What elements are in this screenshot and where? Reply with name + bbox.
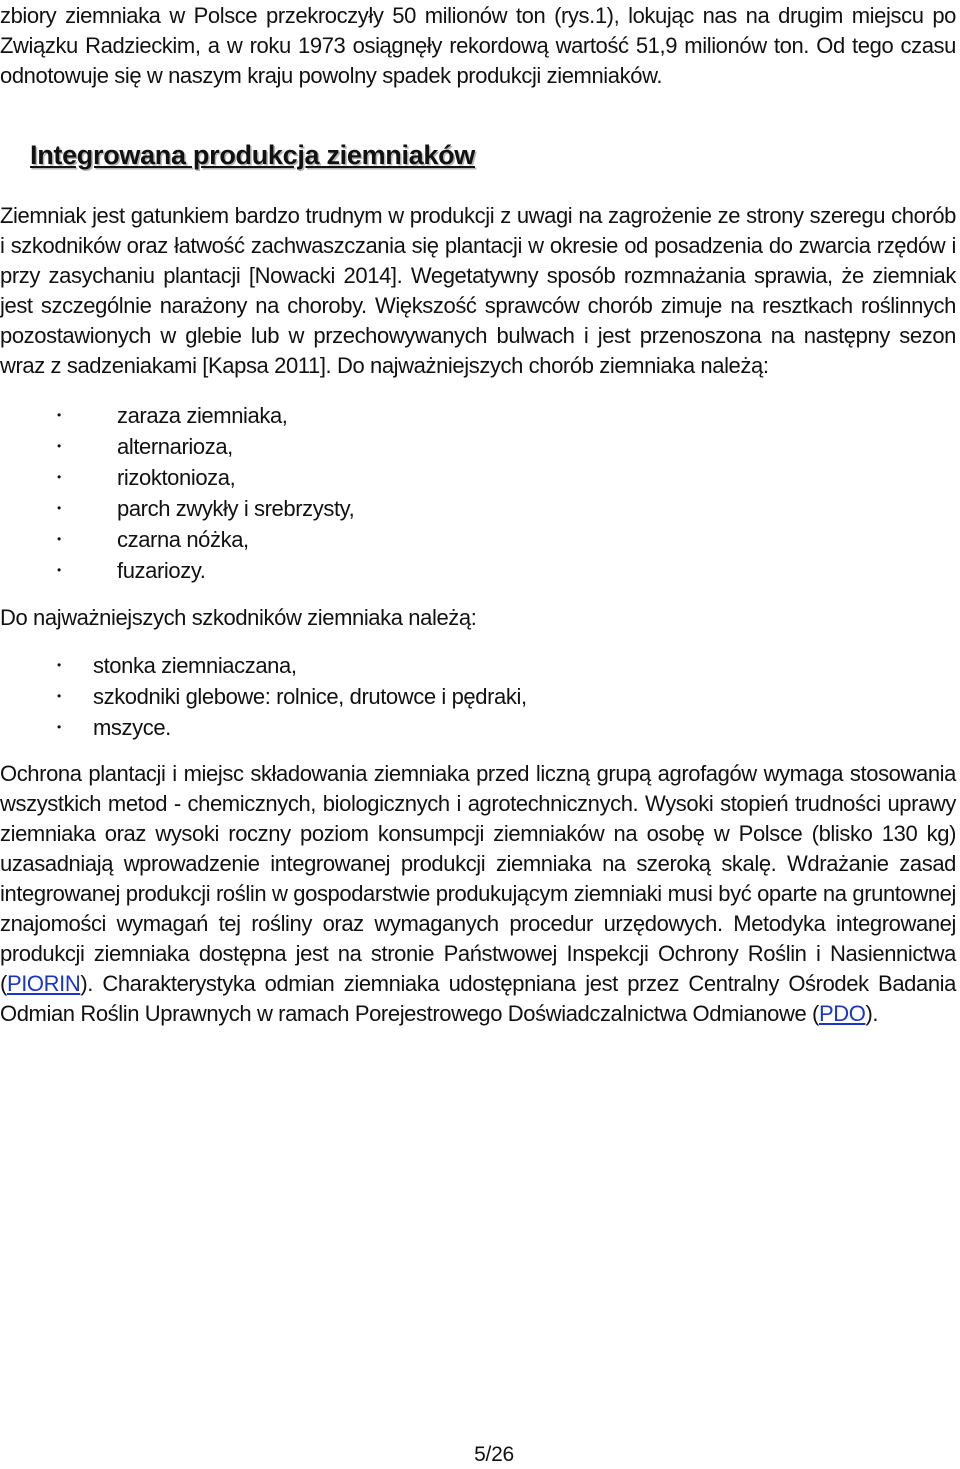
list-item: • mszyce.	[93, 712, 527, 743]
section-heading: Integrowana produkcja ziemniaków	[30, 140, 475, 170]
diseases-list	[57, 400, 355, 586]
diseases-paragraph: Ziemniak jest gatunkiem bardzo trudnym w produkcji z uwagi na zagrożenie ze strony szeregu chorób i szkodników oraz łatwość zachwaszczania się plantacji w okresie od posadzenia do zwarcia rzędów i przy zasychaniu plantacji [Nowacki 2014]. Wegetatywny sposób rozmnażania sprawia, że ziemniak jest szczególnie narażony na choroby. Większość sprawców chorób zimuje na resztkach roślinnych pozostawionych w glebie lub w przechowywanych bulwach i jest przenoszona na następny sezon wraz z sadzeniakami [Kapsa 2011]. Do najważniejszych chorób ziemniaka należą:	[0, 203, 956, 378]
list-item: • stonka ziemniaczana,	[93, 650, 527, 681]
list-item: • parch zwykły i srebrzysty,	[117, 493, 354, 524]
bullet-icon: •	[57, 720, 61, 734]
pdo-link[interactable]: PDO	[818, 1001, 866, 1026]
bullet-icon: •	[57, 439, 61, 453]
list-item: • fuzariozy.	[117, 555, 354, 586]
page-number: 5/26	[474, 1443, 514, 1466]
pests-intro-paragraph: Do najważniejszych szkodników ziemniaka należą:	[0, 605, 477, 630]
bullet-icon: •	[57, 689, 61, 703]
list-item: • alternarioza,	[117, 431, 354, 462]
list-item: • czarna nóżka,	[117, 524, 354, 555]
bullet-icon: •	[57, 532, 61, 546]
list-item: • zaraza ziemniaka,	[117, 400, 354, 431]
bullet-icon: •	[57, 501, 61, 515]
bullet-icon: •	[57, 563, 61, 577]
list-item: • rizoktonioza,	[117, 462, 354, 493]
bullet-icon: •	[57, 408, 61, 422]
protection-paragraph: Ochrona plantacji i miejsc składowania ziemniaka przed liczną grupą agrofagów wymaga stosowania wszystkich metod - chemicznych, biologicznych i agrotechnicznych. Wysoki stopień trudności uprawy ziemniaka oraz wysoki roczny poziom konsumpcji ziemniaków na osobę w Polsce (blisko 130 kg) uzasadniają wprowadzenie integrowanej produkcji ziemniaka na szeroką skalę. Wdrażanie zasad integrowanej produkcji roślin w gospodarstwie produkującym ziemniaki musi być oparte na gruntownej znajomości wymagań tej rośliny oraz wymaganych procedur urzędowych. Metodyka integrowanej produkcji ziemniaka dostępna jest na stronie Państwowej Inspekcji Ochrony Roślin i Nasiennictwa (PIORIN). Charakterystyka odmian ziemniaka udostępniana jest przez Centralny Ośrodek Badania Odmian Roślin Uprawnych w ramach Porejestrowego Doświadczalnictwa Odmianowe (PDO).	[0, 761, 956, 1026]
bullet-icon: •	[57, 658, 61, 672]
piorin-link[interactable]: PIORIN	[6, 971, 81, 996]
pests-list	[57, 650, 527, 743]
intro-paragraph: zbiory ziemniaka w Polsce przekroczyły 50 milionów ton (rys.1), lokując nas na drugim miejscu po Związku Radzieckim, a w roku 1973 osiągnęły rekordową wartość 51,9 milionów ton. Od tego czasu odnotowuje się w naszym kraju powolny spadek produkcji ziemniaków.	[0, 3, 956, 88]
bullet-icon: •	[57, 470, 61, 484]
list-item: • szkodniki glebowe: rolnice, drutowce i pędraki,	[93, 681, 527, 712]
